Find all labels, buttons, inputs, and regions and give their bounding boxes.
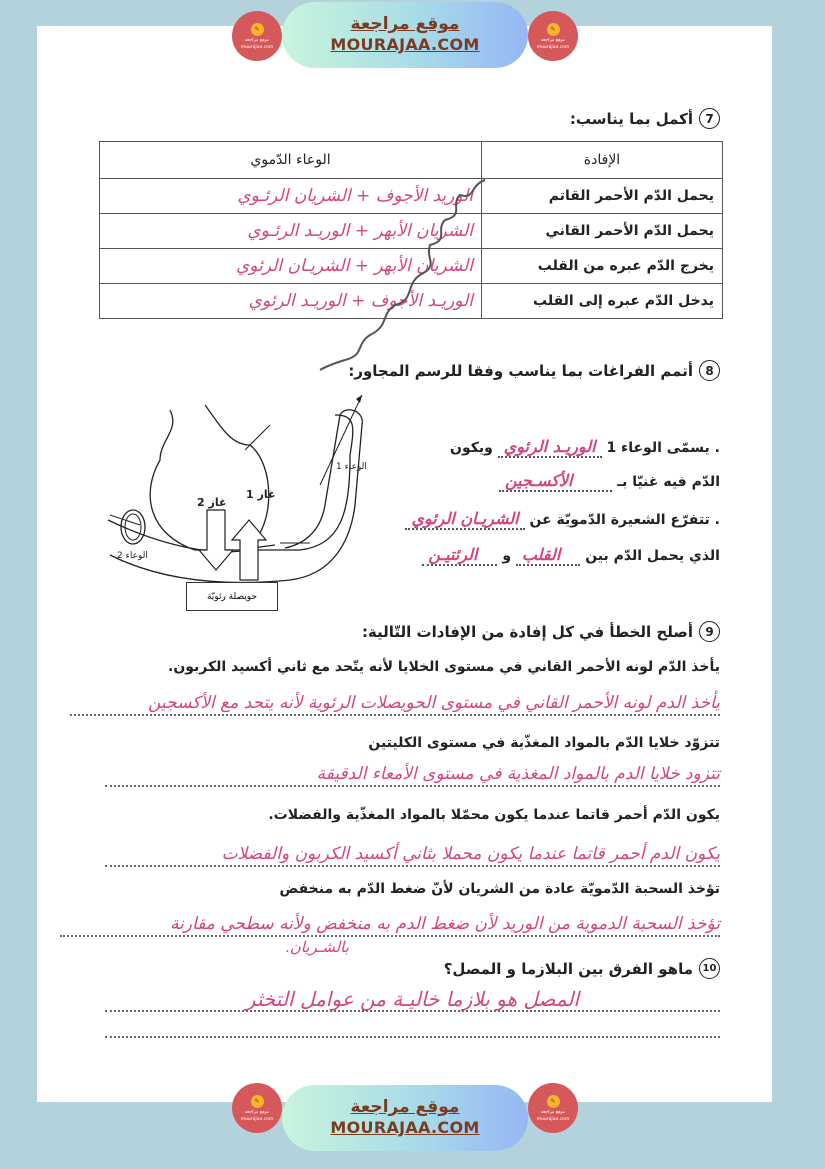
q10-answer-line-2[interactable]: [105, 1016, 720, 1038]
statement-cell: يحمل الدّم الأحمر القاني: [482, 214, 723, 249]
q9-correction-4[interactable]: تؤخذ السحبة الدموية من الوريد لأن ضغط الدم به منخفض ولأنه سطحي مقارنة: [60, 913, 720, 937]
q9-correction-2[interactable]: تتزود خلايا الدم بالمواد المغذية في مستوى الأمعاء الدقيقة: [105, 763, 720, 787]
logo-badge-right: [528, 11, 578, 61]
gas-2-label: غاز 2: [197, 496, 227, 509]
q9-title-text: أصلح الخطأ في كل إفادة من الإفادات التّالية:: [361, 622, 693, 641]
q7-table: [99, 141, 723, 319]
q10-title-text: ماهو الفرق بين البلازما و المصل؟: [443, 959, 693, 978]
q9-statement-2: تتزوّد خلايا الدّم بالمواد المغذّية في مستوى الكليتين: [368, 735, 720, 751]
answer-cell[interactable]: الشريان الأبهر + الشريـان الرئوي: [100, 249, 482, 284]
answer-cell[interactable]: الوريد الأجوف + الشريان الرئـوي: [100, 179, 482, 214]
banner-latin: MOURAJAA.COM: [330, 1118, 480, 1137]
q9-statement-3: يكون الدّم أحمر قاتما عندما يكون محمّلا بالمواد المغذّية والفضلات.: [268, 807, 720, 823]
badge-text-en: mourajaa.com: [240, 44, 274, 50]
alveolus-caption: حويصلة رئويّة: [186, 582, 278, 611]
banner-latin: MOURAJAA.COM: [330, 35, 480, 54]
q8-line1-suffix: ويكون: [450, 440, 493, 456]
q9-correction-1[interactable]: يأخذ الدم لونه الأحمر القاني في مستوى الحويصلات الرئوية لأنه يتحد مع الأكسجين: [70, 692, 720, 716]
answer-cell[interactable]: الشريان الأبهر + الوريـد الرئـوي: [100, 214, 482, 249]
badge-text-ar: موقع مراجعة: [244, 37, 270, 43]
q9-correction-3[interactable]: يكون الدم أحمر قاتما عندما يكون محملا بثاني أكسيد الكربون والفضلات: [105, 843, 720, 867]
q8-blank-4a[interactable]: القلب: [516, 545, 580, 566]
q8-line1-prefix: . يسمّى الوعاء 1: [606, 440, 720, 456]
vessel-2-label: الوعاء 2: [117, 551, 148, 561]
logo-badge-left: [232, 11, 282, 61]
q8-title: [348, 360, 720, 381]
table-row: [100, 249, 723, 284]
q9-correction-4-cont[interactable]: بالشـريان.: [285, 938, 349, 956]
table-row: [100, 284, 723, 319]
statement-cell: يخرج الدّم عبره من القلب: [482, 249, 723, 284]
q8-blank-3[interactable]: الشريـان الرئوي: [405, 509, 524, 530]
badge-text-ar: موقع مراجعة: [244, 1109, 270, 1115]
q8-line-4: [422, 545, 720, 566]
vessel-1-label: الوعاء 1: [336, 462, 367, 472]
badge-text-en: mourajaa.com: [536, 44, 570, 50]
site-banner-top[interactable]: [282, 2, 528, 68]
column-header-statement: الإفادة: [482, 142, 723, 179]
logo-icon: ✎: [547, 23, 560, 36]
q8-blank-2[interactable]: الأكسـجين: [499, 471, 612, 492]
badge-text-en: mourajaa.com: [240, 1116, 274, 1122]
banner-arabic: موقع مراجعة: [350, 1097, 460, 1117]
badge-text-ar: موقع مراجعة: [540, 1109, 566, 1115]
banner-arabic: موقع مراجعة: [350, 14, 460, 34]
q7-title-text: أكمل بما يناسب:: [569, 109, 693, 128]
q8-title-text: أتمم الفراغات بما يناسب وفقا للرسم المجاور:: [348, 361, 693, 380]
logo-icon: ✎: [251, 1095, 264, 1108]
statement-cell: يدخل الدّم عبره إلى القلب: [482, 284, 723, 319]
q9-number: 9: [699, 621, 720, 642]
logo-badge-left-bottom: [232, 1083, 282, 1133]
logo-icon: ✎: [547, 1095, 560, 1108]
q8-line-3: [405, 509, 720, 530]
q9-statement-4: تؤخذ السحبة الدّمويّة عادة من الشريان لأنّ ضغط الدّم به منخفض: [279, 881, 720, 897]
q10-answer-line-1[interactable]: المصل هو بلازما خاليـة من عوامل التخثر: [105, 988, 720, 1012]
q8-line4-prefix: الذي يحمل الدّم بين: [585, 548, 720, 564]
column-header-vessel: الوعاء الدّموي: [100, 142, 482, 179]
logo-badge-right-bottom: [528, 1083, 578, 1133]
q8-line-1: [450, 437, 720, 458]
q8-line3-prefix: . تتفرّع الشعيرة الدّمويّة عن: [529, 512, 720, 528]
q9-statement-1: يأخذ الدّم لونه الأحمر القاني في مستوى الخلايا لأنه يتّحد مع ثاني أكسيد الكربون.: [168, 659, 720, 675]
alveolus-diagram: [100, 385, 380, 615]
q8-line4-connector: و: [502, 548, 512, 564]
badge-text-en: mourajaa.com: [536, 1116, 570, 1122]
statement-cell: يحمل الدّم الأحمر القاتم: [482, 179, 723, 214]
logo-icon: ✎: [251, 23, 264, 36]
q7-number: 7: [699, 108, 720, 129]
q9-title: [362, 621, 720, 642]
q10-number: 10: [699, 958, 720, 979]
q8-blank-4b[interactable]: الرئتيـن: [422, 545, 497, 566]
answer-cell[interactable]: الوريـد الأجوف + الوريـد الرئوي: [100, 284, 482, 319]
q8-line2-prefix: الدّم فيه غنيّا بـ: [617, 474, 720, 490]
q8-number: 8: [699, 360, 720, 381]
gas-1-label: غاز 1: [246, 488, 276, 501]
q8-line-2: [499, 471, 720, 492]
badge-text-ar: موقع مراجعة: [540, 37, 566, 43]
table-row: [100, 214, 723, 249]
table-row: [100, 179, 723, 214]
site-banner-bottom[interactable]: [282, 1085, 528, 1151]
table-header-row: [100, 142, 723, 179]
q10-title: [444, 958, 720, 979]
q7-title: [570, 108, 720, 129]
q8-blank-1[interactable]: الوريـد الرئوي: [498, 437, 602, 458]
